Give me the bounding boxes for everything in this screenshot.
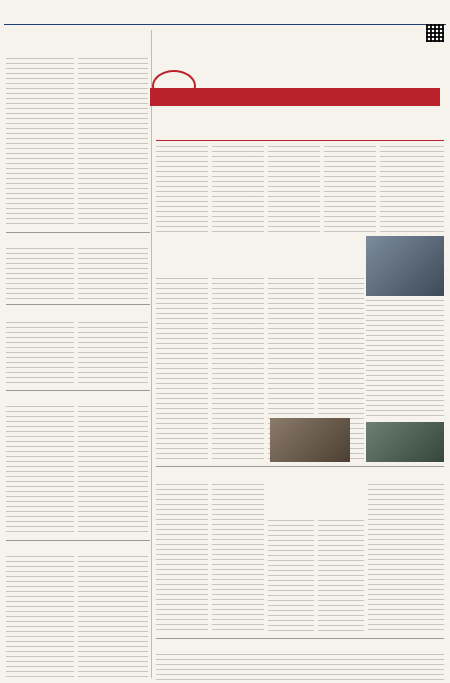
story4-body-2: [78, 406, 148, 536]
lead-headline: [8, 40, 150, 56]
qr-code-icon: [426, 24, 444, 42]
story3-headline: [30, 308, 150, 320]
header-rule: [4, 24, 446, 25]
story-c-headline: [266, 642, 366, 652]
photo-middle: [270, 418, 350, 462]
story4-headline: [8, 394, 150, 404]
story3-body-2: [78, 322, 148, 384]
story2-headline: [8, 236, 150, 246]
photo-right-bottom: [366, 422, 444, 462]
bottom-body: [156, 654, 444, 680]
mid-body-col-2: [212, 278, 264, 462]
banner-slogan: [200, 89, 430, 105]
story-a-headline: [272, 504, 362, 516]
main-body-col-4: [324, 146, 376, 236]
story2-body-2: [78, 248, 148, 300]
photo-right-top: [366, 236, 444, 296]
story2-body-1: [6, 248, 74, 300]
story3-body-1: [6, 322, 74, 384]
main-body-col-3: [268, 146, 320, 236]
right-body-col: [366, 300, 444, 418]
story4-body-1: [6, 406, 74, 536]
feature-headline: [200, 240, 360, 260]
main-body-col-1: [156, 146, 208, 236]
mid-body-col-1: [156, 278, 208, 462]
story5-body-1: [6, 556, 74, 678]
story5-body-2: [78, 556, 148, 678]
lead-body-col-1: [6, 58, 74, 228]
story5-headline: [8, 544, 150, 554]
lead-kicker: [8, 30, 150, 40]
main-body-col-2: [212, 146, 264, 236]
story-b-headline: [160, 612, 260, 622]
lead-body-col-2: [78, 58, 148, 228]
banner-tagline: [206, 76, 326, 86]
header-meta: [140, 14, 370, 22]
lower-right-col: [368, 484, 444, 634]
feature-subheadline: [210, 262, 360, 272]
main-body-col-5: [380, 146, 444, 236]
story-a-body-1: [268, 520, 314, 634]
masthead-logo: [380, 2, 444, 22]
story-a-body-2: [318, 520, 364, 634]
mid-headline: [226, 470, 376, 481]
main-headline: [158, 112, 444, 136]
